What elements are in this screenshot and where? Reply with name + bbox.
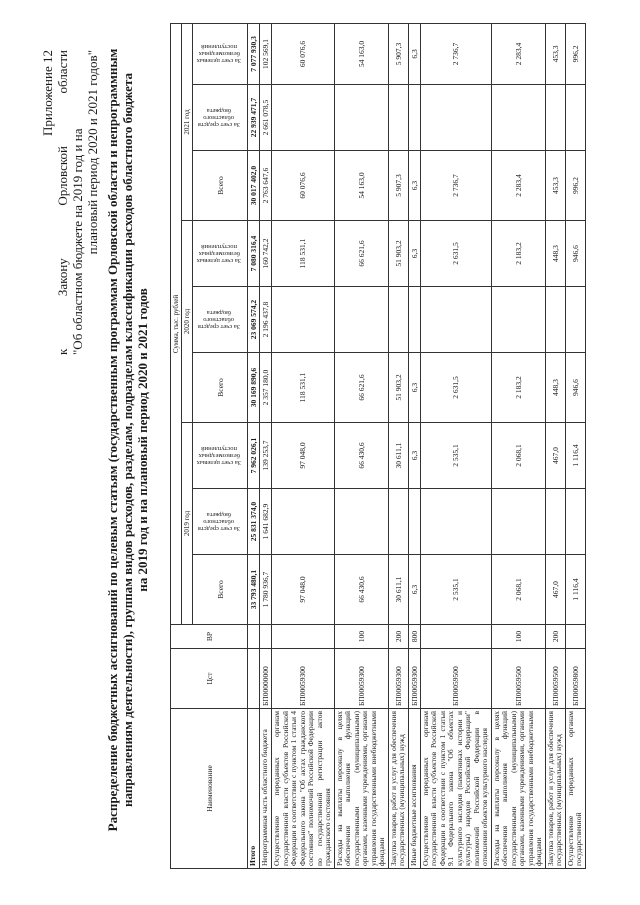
document-title bbox=[105, 45, 150, 835]
cell-2019-regional bbox=[565, 489, 585, 555]
cell-2019-grants: 7 962 026,1 bbox=[248, 423, 260, 489]
cell-2019-regional: 1 641 682,9 bbox=[260, 489, 272, 555]
row-cst bbox=[248, 649, 260, 709]
cell-2020-regional bbox=[545, 287, 565, 353]
row-cst: БП00059300 bbox=[272, 649, 335, 709]
cell-2021-total: 5 907,3 bbox=[388, 151, 408, 221]
cell-2019-grants: 139 253,7 bbox=[260, 423, 272, 489]
cell-2021-grants: 2 283,4 bbox=[491, 23, 545, 84]
header-2020-grants: За счет целевых безвозмездных поступлений bbox=[193, 221, 248, 287]
cell-2020-regional bbox=[491, 287, 545, 353]
appendix-note bbox=[40, 50, 100, 355]
cell-2019-regional bbox=[272, 489, 335, 555]
cell-2020-total: 6,3 bbox=[408, 353, 420, 423]
row-vr bbox=[420, 625, 491, 649]
cell-2021-total: 2 283,4 bbox=[491, 151, 545, 221]
cell-2019-grants: 1 116,4 bbox=[565, 423, 585, 489]
row-cst: БП00059500 bbox=[545, 649, 565, 709]
appendix-line-1: Приложение 12 bbox=[40, 50, 55, 137]
title-line-2: направлениям деятельности), группам видов расходов, разделам, подразделам классификации расходов областного бюджета bbox=[120, 73, 135, 807]
cell-2021-grants: 5 907,3 bbox=[388, 23, 408, 84]
row-vr bbox=[248, 625, 260, 649]
cell-2021-regional: 22 939 471,7 bbox=[248, 85, 260, 151]
cell-2019-grants: 2 068,1 bbox=[491, 423, 545, 489]
table-row bbox=[491, 23, 545, 868]
appendix-line-4: плановый период 2020 и 2021 годов" bbox=[85, 50, 100, 255]
header-2021-grants: За счет целевых безвозмездных поступлений bbox=[193, 23, 248, 84]
cell-2021-grants: 7 077 930,3 bbox=[248, 23, 260, 84]
header-sum: Сумма, тыс. рублей bbox=[171, 23, 182, 624]
row-vr: 200 bbox=[545, 625, 565, 649]
cell-2021-regional bbox=[565, 85, 585, 151]
cell-2021-grants: 6,3 bbox=[408, 23, 420, 84]
appendix-word-k: к bbox=[55, 348, 70, 355]
cell-2020-grants: 160 742,2 bbox=[260, 221, 272, 287]
header-2019-grants: За счет целевых безвозмездных поступлений bbox=[193, 423, 248, 489]
cell-2020-total: 2 183,2 bbox=[491, 353, 545, 423]
row-name: Расходы на выплаты персоналу в целях обеспечения выполнения функций государственными (муниципальными) органами, казенными учреждениями, органами управления государственными внебюджетными фондами bbox=[334, 709, 388, 869]
cell-2019-grants: 30 611,1 bbox=[388, 423, 408, 489]
header-2021-regional: За счет средств областного бюджета bbox=[193, 85, 248, 151]
cell-2021-grants: 54 163,0 bbox=[334, 23, 388, 84]
appendix-line-2 bbox=[55, 50, 70, 355]
cell-2021-total: 996,2 bbox=[565, 151, 585, 221]
cell-2021-total: 2 736,7 bbox=[420, 151, 491, 221]
cell-2020-regional bbox=[565, 287, 585, 353]
cell-2020-grants: 51 903,2 bbox=[388, 221, 408, 287]
cell-2019-regional: 25 831 374,0 bbox=[248, 489, 260, 555]
cell-2020-grants: 7 080 316,4 bbox=[248, 221, 260, 287]
cell-2019-regional bbox=[408, 489, 420, 555]
cell-2021-total: 2 763 647,6 bbox=[260, 151, 272, 221]
row-cst: БП00059300 bbox=[408, 649, 420, 709]
appendix-word-oryol: Орловской bbox=[55, 146, 70, 206]
table-row bbox=[565, 23, 585, 868]
table-row bbox=[420, 23, 491, 868]
cell-2020-regional: 2 196 437,8 bbox=[260, 287, 272, 353]
header-2021-total: Всего bbox=[193, 151, 248, 221]
cell-2020-grants: 2 183,2 bbox=[491, 221, 545, 287]
cell-2021-grants: 102 569,1 bbox=[260, 23, 272, 84]
row-vr: 100 bbox=[491, 625, 545, 649]
cell-2019-total: 1 780 936,7 bbox=[260, 555, 272, 625]
cell-2020-grants: 6,3 bbox=[408, 221, 420, 287]
table-row bbox=[272, 23, 335, 868]
cell-2019-total: 66 430,6 bbox=[334, 555, 388, 625]
cell-2019-total: 467,0 bbox=[545, 555, 565, 625]
cell-2021-total: 453,3 bbox=[545, 151, 565, 221]
cell-2019-total: 2 068,1 bbox=[491, 555, 545, 625]
cell-2019-total: 2 535,1 bbox=[420, 555, 491, 625]
cell-2020-regional bbox=[334, 287, 388, 353]
cell-2021-regional bbox=[491, 85, 545, 151]
cell-2020-grants: 448,3 bbox=[545, 221, 565, 287]
cell-2019-total: 6,3 bbox=[408, 555, 420, 625]
header-2019-regional: За счет средств областного бюджета bbox=[193, 489, 248, 555]
row-cst: БП00059500 bbox=[420, 649, 491, 709]
cell-2019-grants: 467,0 bbox=[545, 423, 565, 489]
row-cst: БП00059300 bbox=[388, 649, 408, 709]
row-name: Итого bbox=[248, 709, 260, 869]
row-vr bbox=[272, 625, 335, 649]
cell-2021-total: 6,3 bbox=[408, 151, 420, 221]
table-row bbox=[388, 23, 408, 868]
row-name: Иные бюджетные ассигнования bbox=[408, 709, 420, 869]
cell-2021-regional bbox=[272, 85, 335, 151]
cell-2021-total: 30 017 402,0 bbox=[248, 151, 260, 221]
cell-2020-total: 51 903,2 bbox=[388, 353, 408, 423]
cell-2020-grants: 118 531,1 bbox=[272, 221, 335, 287]
row-name: Закупка товаров, работ и услуг для обеспечения государственных (муниципальных) нужд bbox=[388, 709, 408, 869]
row-name: Расходы на выплаты персоналу в целях обеспечения выполнения функций государственными (муниципальными) органами, казенными учреждениями, органами управления государственными внебюджетными фондами bbox=[491, 709, 545, 869]
cell-2020-regional bbox=[408, 287, 420, 353]
cell-2021-grants: 453,3 bbox=[545, 23, 565, 84]
cell-2021-total: 54 163,0 bbox=[334, 151, 388, 221]
header-2020-regional: За счет средств областного бюджета bbox=[193, 287, 248, 353]
header-2021: 2021 год bbox=[182, 23, 193, 220]
cell-2021-regional bbox=[545, 85, 565, 151]
budget-table bbox=[170, 23, 586, 869]
header-name: Наименование bbox=[171, 709, 248, 869]
row-name: Непрограммная часть областного бюджета bbox=[260, 709, 272, 869]
appendix-word-law: Закону bbox=[55, 258, 70, 297]
cell-2020-total: 2 357 180,0 bbox=[260, 353, 272, 423]
cell-2020-total: 30 169 890,6 bbox=[248, 353, 260, 423]
cell-2020-regional bbox=[420, 287, 491, 353]
row-cst: БП00059500 bbox=[491, 649, 545, 709]
table-row bbox=[260, 23, 272, 868]
cell-2020-total: 2 631,5 bbox=[420, 353, 491, 423]
table-row bbox=[408, 23, 420, 868]
row-vr bbox=[565, 625, 585, 649]
row-vr: 200 bbox=[388, 625, 408, 649]
cell-2021-regional: 2 661 078,5 bbox=[260, 85, 272, 151]
header-2020-total: Всего bbox=[193, 353, 248, 423]
cell-2020-total: 66 621,6 bbox=[334, 353, 388, 423]
row-name: Закупка товаров, работ и услуг для обеспечения государственных (муниципальных) нужд bbox=[545, 709, 565, 869]
cell-2019-regional bbox=[491, 489, 545, 555]
appendix-word-region: области bbox=[55, 50, 70, 94]
cell-2019-total: 33 793 480,1 bbox=[248, 555, 260, 625]
cell-2021-regional bbox=[334, 85, 388, 151]
header-cst: Цст bbox=[171, 649, 248, 709]
cell-2019-grants: 2 535,1 bbox=[420, 423, 491, 489]
cell-2020-grants: 946,6 bbox=[565, 221, 585, 287]
cell-2020-regional: 23 069 574,2 bbox=[248, 287, 260, 353]
cell-2019-grants: 97 048,0 bbox=[272, 423, 335, 489]
cell-2019-grants: 66 430,6 bbox=[334, 423, 388, 489]
cell-2019-total: 1 116,4 bbox=[565, 555, 585, 625]
cell-2019-regional bbox=[545, 489, 565, 555]
header-2020: 2020 год bbox=[182, 221, 193, 423]
cell-2019-regional bbox=[334, 489, 388, 555]
title-line-1: Распределение бюджетных ассигнований по целевым статьям (государственным программам Орловской области и непрограммным bbox=[105, 48, 120, 832]
header-vr: ВР bbox=[171, 625, 248, 649]
cell-2021-total: 60 076,6 bbox=[272, 151, 335, 221]
cell-2021-grants: 2 736,7 bbox=[420, 23, 491, 84]
table-row bbox=[334, 23, 388, 868]
header-2019: 2019 год bbox=[182, 423, 193, 625]
table-row bbox=[248, 23, 260, 868]
appendix-line-3: "Об областном бюджете на 2019 год и на bbox=[70, 128, 85, 355]
cell-2021-regional bbox=[388, 85, 408, 151]
cell-2019-total: 97 048,0 bbox=[272, 555, 335, 625]
table-row bbox=[545, 23, 565, 868]
row-cst: БП00059300 bbox=[334, 649, 388, 709]
cell-2020-total: 946,6 bbox=[565, 353, 585, 423]
row-name: Осуществление переданных органам государственной власти субъектов Российской Федерации в соответствии с пунктом 1 статьи 4 Федерального закона "Об актах гражданского состояния" полномочий Российской Федерации по государственной регистрации актов гражданского состояния bbox=[272, 709, 335, 869]
cell-2019-regional bbox=[420, 489, 491, 555]
title-line-3: на 2019 год и на плановый период 2020 и 2021 годов bbox=[135, 288, 150, 592]
cell-2019-grants: 6,3 bbox=[408, 423, 420, 489]
row-vr bbox=[260, 625, 272, 649]
cell-2020-grants: 66 621,6 bbox=[334, 221, 388, 287]
row-cst: БП00059800 bbox=[565, 649, 585, 709]
header-2019-total: Всего bbox=[193, 555, 248, 625]
row-vr: 800 bbox=[408, 625, 420, 649]
row-name: Осуществление переданных органам государственной власти субъектов Российской Федерации в соответствии с пунктом 1 статьи 9.1 Федерального закона "Об объектах культурного наследия (памятниках истории и культуры) народов Российской Федерации" полномочий Российской Федерации в отношении объектов культурного наследия bbox=[420, 709, 491, 869]
cell-2020-total: 118 531,1 bbox=[272, 353, 335, 423]
row-cst: БП00000000 bbox=[260, 649, 272, 709]
cell-2020-grants: 2 631,5 bbox=[420, 221, 491, 287]
cell-2021-regional bbox=[408, 85, 420, 151]
cell-2020-regional bbox=[272, 287, 335, 353]
row-vr: 100 bbox=[334, 625, 388, 649]
cell-2021-regional bbox=[420, 85, 491, 151]
cell-2021-grants: 60 076,6 bbox=[272, 23, 335, 84]
cell-2020-total: 448,3 bbox=[545, 353, 565, 423]
cell-2020-regional bbox=[388, 287, 408, 353]
cell-2021-grants: 996,2 bbox=[565, 23, 585, 84]
cell-2019-total: 30 611,1 bbox=[388, 555, 408, 625]
cell-2019-regional bbox=[388, 489, 408, 555]
row-name: Осуществление переданных органам государственной bbox=[565, 709, 585, 869]
